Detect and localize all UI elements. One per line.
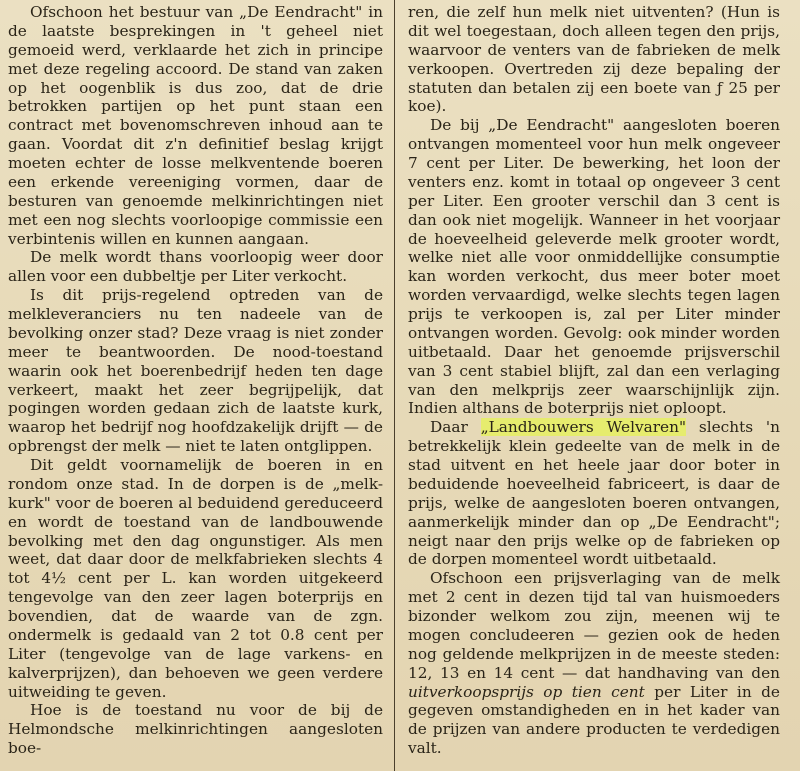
paragraph: Dit geldt voornamelijk de boeren in en rondom onze stad. In de dorpen is de „melk-kurk" voor de boeren al beduidend gereduceerd en wordt de toestand van de landbouwende bevolking met den dag ongunstiger. Als men weet, dat daar door de melkfabrieken slechts 4 tot 4½ cent per L. kan worden uitgekeerd tengevolge van den zeer lagen boterprijs en bovendien, dat de waarde van de zgn. ondermelk is gedaald van 2 tot 0.8 cent per Liter (tengevolge van de lage varkens- en kalverprijzen), dan behoeven we geen verdere uitweiding te geven. bbox=[8, 456, 383, 701]
paragraph: De bij „De Eendracht" aangesloten boeren ontvangen momenteel voor hun melk ongeveer 7 cent per Liter. De bewerking, het loon der venters enz. komt in totaal op ongeveer 3 cent per Liter. Een grooter verschil dan 3 cent is dan ook niet mogelijk. Wanneer in het voorjaar de hoeveelheid geleverde melk grooter wordt, welke niet alle voor onmiddellijke consumptie kan worden verkocht, dus meer boter moet worden vervaardigd, welke slechts tegen lagen prijs te verkoopen is, zal per Liter minder ontvangen worden. Gevolg: ook minder worden uitbetaald. Daar het genoemde prijsverschil van 3 cent stabiel blijft, zal dan een verlaging van den melkprijs zeer waarschijnlijk zijn. Indien althans de boterprijs niet oploopt. bbox=[408, 116, 780, 418]
emphasized-phrase: uitverkoopsprijs op tien cent bbox=[408, 682, 645, 701]
paragraph bbox=[408, 418, 780, 569]
column-divider bbox=[394, 0, 395, 771]
paragraph bbox=[408, 569, 780, 758]
paragraph: Ofschoon het bestuur van „De Eendracht" in de laatste besprekingen in 't geheel niet gemoeid werd, verklaarde het zich in principe met deze regeling accoord. De stand van zaken op het oogenblik is dus zoo, dat de drie betrokken partijen op het punt staan een contract met bovenomschreven inhoud aan te gaan. Voordat dit z'n definitief beslag krijgt moeten echter de losse melkventende boeren een erkende vereeniging vormen, daar de besturen van genoemde melkinrichtingen niet met een nog slechts voorloopige commissie een verbintenis willen en kunnen aangaan. bbox=[8, 3, 383, 248]
text-span: Ofschoon een prijsverlaging van de melk met 2 cent in dezen tijd tal van huismoeders bizonder welkom zou zijn, meenen wij te mogen concludeeren — gezien ook de heden nog geldende melkprijzen in de meeste steden: 12, 13 en 14 cent — dat handhaving van den bbox=[408, 569, 780, 682]
article-column-left bbox=[8, 3, 383, 767]
paragraph: Is dit prijs-regelend optreden van de melkleveranciers nu ten nadeele van de bevolking onzer stad? Deze vraag is niet zonder meer te beantwoorden. De nood-toestand waarin ook het boerenbedrijf heden ten dage verkeert, maakt het zeer begrijpelijk, dat pogingen worden gedaan zich de laatste kurk, waarop het bedrijf nog hoofdzakelijk drijft — de opbrengst der melk — niet te laten ontglippen. bbox=[8, 286, 383, 456]
highlighted-organization-name: „Landbouwers Welvaren" bbox=[480, 418, 686, 437]
text-span: per Liter in de gegeven omstandigheden en in het kader van de prijzen van andere producten te verdedigen valt. bbox=[408, 682, 780, 758]
paragraph: De melk wordt thans voorloopig weer door allen voor een dubbeltje per Liter verkocht. bbox=[8, 248, 383, 286]
paragraph: Hoe is de toestand nu voor de bij de Helmondsche melkinrichtingen aangesloten boe- bbox=[8, 701, 383, 758]
article-column-right bbox=[408, 3, 780, 767]
text-span: Daar bbox=[430, 418, 481, 437]
text-span: slechts 'n betrekkelijk klein gedeelte van de melk in de stad uitvent en het heele jaar door boter in beduidende hoeveelheid fabriceert, is daar de prijs, welke de aangesloten boeren ontvangen, aanmerkelijk minder dan op „De Eendracht"; neigt naar den prijs welke op de fabrieken op de dorpen momenteel wordt uitbetaald. bbox=[408, 418, 780, 569]
paragraph: ren, die zelf hun melk niet uitventen? (Hun is dit wel toegestaan, doch alleen tegen den prijs, waarvoor de venters van de fabrieken de melk verkoopen. Overtreden zij deze bepaling der statuten dan betalen zij een boete van ƒ 25 per koe). bbox=[408, 3, 780, 116]
